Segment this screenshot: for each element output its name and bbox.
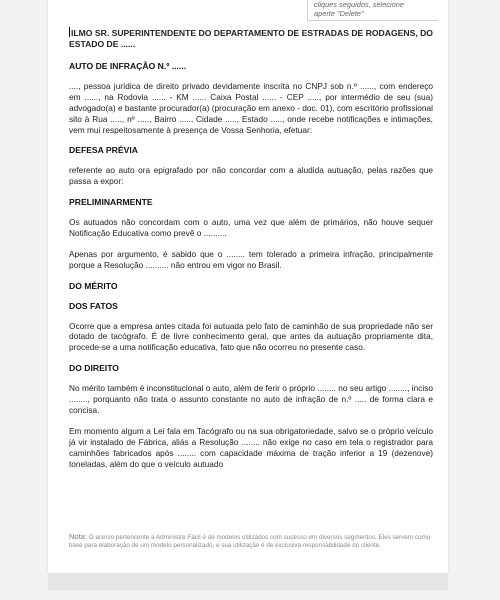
heading-dos-fatos: DOS FATOS <box>69 300 118 311</box>
preliminar-paragraph-1: Os autuados não concordam com o auto, uma vez que além de primários, não houve sequer Notificação Educativa como prevê o .......... <box>69 217 433 238</box>
intro-paragraph: ...., pessoa jurídica de direito privado devidamente inscrita no CNPJ sob n.º ......, com endereço em ......, na Rodovia ...... - KM ...... Caixa Postal ...... - CEP ....., por intermédio de seu (sua) advogado(a) e bastante procurador(a) (procuração em anexo - doc. 01), com escritório profissional sito à Rua ....., nº ....., Bairro ....., Cidade ....., Estado ....., onde recebe notificações e intimações, vem mui respeitosamente à presença de Vossa Senhoria, efetuar: <box>69 80 433 135</box>
text-cursor <box>69 27 70 37</box>
direito-paragraph-2: Em momento algum a Lei fala em Tacógrafo ou na sua obrigatoriedade, salvo se o próprio veículo já vir instalado de Fábrica, aliás a Resolução ........ não exige no caso em tela o registrador para caminhões fabricados após ........ com capacidade máxima de tração inferior a 19 (dezenove) toneladas, além do que o veículo autuado <box>69 425 433 469</box>
direito-paragraph-1: No mérito também é inconstitucional o auto, além de ferir o próprio ........ no seu artigo ........, inciso ........, porquanto não trata o assunto constante no auto de infração de n.º ..... de forma clara e concisa. <box>69 383 433 415</box>
heading-do-merito: DO MÉRITO <box>69 280 118 291</box>
fatos-paragraph: Ocorre que a empresa antes citada foi autuada pelo fato de caminhão de sua propriedade não ser dotado de tacógrafo. É de livre conhecimento geral, que antes da autuação propriamente dita, procede-se a uma notificação educativa, fato que não ocorreu no presente caso. <box>69 320 433 353</box>
document-body[interactable] <box>69 27 433 479</box>
instruction-line-1: cliques seguidos, selecione <box>314 0 404 9</box>
page-bottom-bar <box>48 573 448 590</box>
heading-defesa-previa: DEFESA PRÉVIA <box>69 145 138 156</box>
addressee-heading: ILMO SR. SUPERINTENDENTE DO DEPARTAMENTO DE ESTRADAS DE RODAGENS, DO ESTADO DE ...... <box>69 28 433 49</box>
instruction-note <box>307 0 438 21</box>
instruction-line-2: aperte "Delete" <box>314 9 364 18</box>
preliminar-paragraph-2: Apenas por argumento, é sabido que o ........ tem tolerado a primeira infração, principalmente porque a Resolução .......... não entrou em vigor no Brasil. <box>69 248 433 270</box>
footer-note-label: Nota: <box>69 532 87 541</box>
defesa-paragraph: referente ao auto ora epigrafado por não concordar com a aludida autuação, pelas razões que passa a expor: <box>69 165 433 187</box>
heading-do-direito: DO DIREITO <box>69 363 119 374</box>
footer-note <box>69 533 433 550</box>
auto-title: AUTO DE INFRAÇÃO N.º ...... <box>69 61 187 71</box>
document-page <box>48 0 448 573</box>
heading-preliminarmente: PRELIMINARMENTE <box>69 197 153 208</box>
footer-note-text: O acervo pertencente a Administre Fácil é de modelos utilizados com sucesso em diversos segmentos. Eles servem como base para elaboração de um modelo personalizado, e sua utilização é de exclusiva responsabilidade do cliente. <box>69 534 431 549</box>
